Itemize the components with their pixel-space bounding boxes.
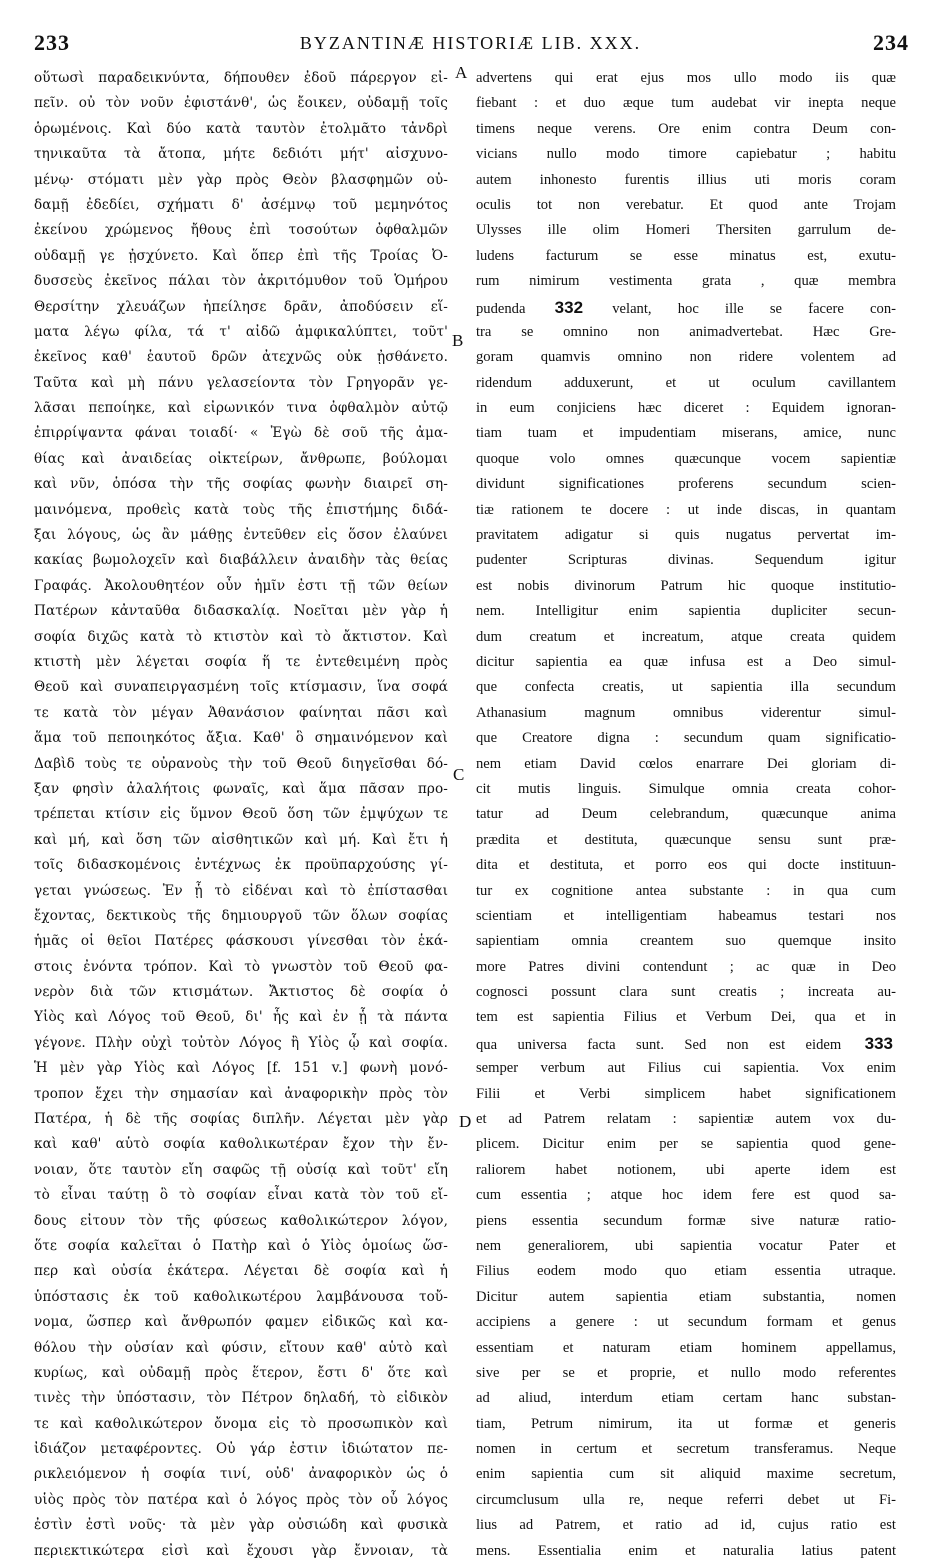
text-line: semper verbum aut Filius cui sapientia. Vox enim (476, 1060, 896, 1077)
text-line: ἅμα τοῦ πεποιηκότος ἄξια. Καθ' ὃ σημαινόμενον καὶ (34, 730, 448, 747)
text-fragment: velant, hoc ille se facere con- (612, 300, 896, 317)
text-line: ὁρωμένοις. Καὶ δύο κατὰ ταυτὸν ἐτολμᾶτο τἀνδρὶ (34, 120, 448, 137)
text-line: ξαι λόγους, ὡς ἂν μάθῃς ἐντεῦθεν εἰς ὅσον ἐλαύνει (34, 527, 448, 544)
text-line: τηνικαῦτα τὰ ἄτοπα, μήτε δεδιότι μήτ' αἰσχυνο- (34, 146, 448, 163)
text-line: Υἱὸς καὶ Λόγος τοῦ Θεοῦ, δι' ἧς καὶ ἐν ᾗ τὰ πάντα (34, 1009, 448, 1026)
text-line: tra se omnino non animadvertebat. Hæc Gre- (476, 323, 896, 340)
text-line: τε καὶ καθολικώτερον ὄνομα εἰς τὸ προσωπικὸν καὶ (34, 1415, 448, 1432)
text-line: more Patres divini contendunt ; ac quæ in Deo (476, 958, 896, 975)
text-line: ad aliud, interdum etiam certam hanc substan- (476, 1390, 896, 1407)
margin-marker-c: C (453, 765, 465, 784)
margin-marker-d: D (459, 1112, 472, 1131)
text-line: tiæ rationem te docere : ut inde discas, in quantam (476, 501, 896, 518)
text-line: pravitatem adigatur si quis nugatus pervertat im- (476, 527, 896, 544)
text-fragment: pudenda (476, 300, 526, 317)
text-line: oculis tot non verebatur. Et quod ante Trojam (476, 196, 896, 213)
text-line: goram quamvis omnino non ridere volentem ad (476, 349, 896, 366)
text-line: μαινόμενα, προθεὶς κατὰ τοὺς τῆς ἐπιστήμης διδά- (34, 501, 448, 518)
text-line: δυσσεὺς ἐκεῖνος πάλαι τὸν ἀκριτόμυθον τοῦ Ὁμήρου (34, 273, 448, 290)
text-line: dita et destituta, et porro eos qui docte instituun- (476, 857, 896, 874)
running-head (30, 30, 911, 60)
text-line: tur ex cognitione antea substante : in qua cum (476, 882, 896, 899)
text-line: τινὲς τὴν ὑπόστασιν, τὸν Πέτρον δηλαδή, τὸ εἰδικὸν (34, 1390, 448, 1407)
text-line: pudenter Scripturas divinas. Sequendum igitur (476, 552, 896, 569)
text-line: tatur ad Deum celebrandum, quæcunque anima (476, 806, 896, 823)
text-line: κυρίως, καὶ οὐδαμῇ πρὸς ἕτερον, ἔστι δ' ὅτε καὶ (34, 1364, 448, 1381)
margin-marker-b: B (452, 331, 464, 350)
text-line: nem generaliorem, ubi sapientia vocatur Pater et (476, 1237, 896, 1254)
text-line: cognosci possunt clara sunt creatis ; increata au- (476, 984, 896, 1001)
latin-text-column (476, 66, 896, 1564)
text-line: nem etiam David cœlos enarrare Dei gloriam di- (476, 755, 896, 772)
text-line: ridendum adduxerunt, et ut oculum cavillantem (476, 374, 896, 391)
text-line: λᾶσαι πεποίηκε, καὶ εἰρωνικόν τινα ὀφθαλμὸν αὐτῷ (34, 400, 448, 417)
text-line: γέγονε. Πλὴν οὐχὶ τοὐτὸν Λόγος ἢ Υἱὸς ᾧ καὶ σοφία. (34, 1034, 448, 1051)
edition-page-marker: 332 (554, 297, 584, 317)
text-line: fiebant : et duo æque tum audebat vir inepta neque (476, 95, 896, 112)
text-line: θίας καὶ ἀναιδείας οἰκτείρων, ἄνθρωπε, βούλομαι (34, 450, 448, 467)
text-line: advertens qui erat ejus mos ullo modo iis quæ (476, 70, 896, 86)
text-line: Ἡ μὲν γὰρ Υἱὸς καὶ Λόγος [f. 151 v.] φωνὴ μονό- (34, 1060, 448, 1077)
text-line: dum creatum et increatum, atque creata quidem (476, 628, 896, 645)
text-fragment: qua universa facta sunt. Sed non est eidem (476, 1036, 842, 1053)
text-line: Θερσίτην χλευάζων ἠπείλησε δρᾶν, ἀποδύσειν εἵ- (34, 298, 448, 315)
text-line: timens neque verens. Ore enim contra Deum con- (476, 120, 896, 137)
text-line: tiam, Petrum nimirum, ita ut formæ et generis (476, 1415, 896, 1432)
text-line: Dicitur autem sapientia etiam substantia, nomen (476, 1288, 896, 1305)
text-line: in eum conjiciens hæc diceret : Equidem ignoran- (476, 400, 896, 417)
text-line: τε κατὰ τὸν μέγαν Ἀθανάσιον φαίνηται πᾶσι καὶ (34, 704, 448, 721)
text-line: Γραφάς. Ἀκολουθητέον οὖν ἡμῖν ἐστι τῇ τῶν θείων (34, 577, 448, 594)
text-line: et ad Patrem relatam : sapientiæ autem vox du- (476, 1111, 896, 1128)
text-line: οὐδαμῇ γε ᾐσχύνετο. Καὶ ὅπερ ἐπὶ τῆς Τροίας Ὀ- (34, 247, 448, 264)
text-line: tem est sapientia Filius et Verbum Dei, qua et in (476, 1009, 896, 1026)
text-line: τροπον ἔχει τὴν σημασίαν καὶ ἀναφορικὴν πρὸς τὸν (34, 1085, 448, 1102)
text-line: ὑπόστασις ἐκ τοῦ καθολικωτέρου λαμβάνουσα τοὔ- (34, 1288, 448, 1305)
text-line: Πατέρα, ἡ δὲ τῆς σοφίας διπλῆν. Λέγεται μὲν γὰρ (34, 1111, 448, 1128)
text-line: nem. Intelligitur enim sapientia dupliciter secun- (476, 603, 896, 620)
text-line: autem inhonesto furentis illius uti moris coram (476, 171, 896, 188)
text-line: περ καὶ οὐσία ἑκάτερα. Λέγεται δὲ σοφία καὶ ἡ (34, 1263, 448, 1280)
text-line: πεῖν. οὐ τὸν νοῦν ἐφιστάνθ', ὡς ἔοικεν, οὐδαμῇ τοῖς (34, 95, 448, 112)
text-line: Πατέρων κἀνταῦθα διδασκαλίᾳ. Νοεῖται μὲν γὰρ ἡ (34, 603, 448, 620)
text-line: ὅτε σοφία καλεῖται ὁ Πατὴρ καὶ ὁ Υἱὸς ὁμοίως ὥσ- (34, 1237, 448, 1254)
text-line: υἱὸς πρὸς τὸν πατέρα καὶ ὁ λόγος πρὸς τὸν οὗ λόγος (34, 1491, 448, 1508)
text-line: piens essentia secundum formæ sive naturæ ratio- (476, 1212, 896, 1229)
page-number-right: 234 (873, 30, 909, 55)
text-line: γεται γνώσεως. Ἐν ᾗ τὸ εἰδέναι καὶ τὸ ἐπίστασθαι (34, 882, 448, 899)
text-line-pudenda (476, 295, 896, 320)
text-line: Δαβὶδ τοὺς τε οὐρανοὺς τὴν τοῦ Θεοῦ διηγεῖσθαι δό- (34, 755, 448, 772)
text-line: scientiam et intelligentiam habeamus testari nos (476, 907, 896, 924)
text-line: raliorem habet notionem, ubi aperte idem est (476, 1161, 896, 1178)
text-line: ρικλειόμενον ἡ σοφία τινί, οὐδ' ἀναφορικὸν ὡς ὁ (34, 1466, 448, 1483)
text-line: σοφία διχῶς κατὰ τὸ κτιστὸν καὶ τὸ ἄκτιστον. Καὶ (34, 628, 448, 645)
text-line: ludens facturum se esse minatus est, exutu- (476, 247, 896, 264)
text-line: vicians nullo modo timore capiebatur ; habitu (476, 146, 896, 163)
text-line: οὕτωσὶ παραδεικνύντα, δήπουθεν ἐδοῦ πάρεργον εἰ- (34, 70, 448, 86)
text-line: plicem. Dicitur enim per se sapientia quod gene- (476, 1136, 896, 1153)
text-line: καὶ νῦν, ὁπόσα τὴν τῆς σοφίας φωνὴν διαιρεῖ ση- (34, 476, 448, 493)
text-line: καὶ καθ' αὑτὸ σοφία καθολικωτέραν ἔχον τὴν ἔν- (34, 1136, 448, 1153)
text-line: quoque volo omnes quæcunque vocem sapientiæ (476, 450, 896, 467)
text-line: ἐκείνου χρώμενος ἤθους ἐπὶ τοσούτων ὀφθαλμῶν (34, 222, 448, 239)
text-line: δους εἰτουν τὸν τῆς φύσεως καθολικώτερον λόγον, (34, 1212, 448, 1229)
text-line: sive per se et proprie, et nullo modo referentes (476, 1364, 896, 1381)
text-line: νοιαν, ὅτε ταυτὸν εἴη σαφῶς τῇ οὐσίᾳ καὶ τοῦτ' εἴη (34, 1161, 448, 1178)
text-line: Θεοῦ καὶ συναπειργασμένη τοῖς κτίσμασιν, ἵνα σοφά (34, 679, 448, 696)
text-line: nomen in certum et secretum transferamus. Neque (476, 1441, 896, 1458)
text-line: ἔχοντας, δεκτικοὺς τῆς δημιουργοῦ τῶν ὅλων σοφίας (34, 907, 448, 924)
text-line: cum essentia ; atque hoc idem fere est quod sa- (476, 1187, 896, 1204)
text-line: lius ad Patrem, et ratio ad id, cujus ratio est (476, 1517, 896, 1534)
text-line: θόλου τὴν οὐσίαν καὶ φύσιν, εἴτουν καθ' αὑτὸ καὶ (34, 1339, 448, 1356)
text-line-semper (476, 1031, 896, 1056)
text-line: que confecta creatis, ut sapientia illa secundum (476, 679, 896, 696)
text-line: ἐκεῖνος καθ' ἑαυτοῦ δρῶν ἀτεχνῶς οὐκ ᾐσθάνετο. (34, 349, 448, 366)
text-line: νερὸν διὰ τῶν κτισμάτων. Ἄκτιστος δὲ σοφία ὁ (34, 984, 448, 1001)
text-line: δαμῇ ἐδεδίει, σχήματι δ' ἀσέμνῳ τοῦ μεμηνότος (34, 196, 448, 213)
greek-text-column (34, 66, 448, 1564)
text-line: ἐπιρρίψαντα φάναι τοιαδί· « Ἐγὼ δὲ σοῦ τῆς ἀμα- (34, 425, 448, 442)
text-line: Ταῦτα καὶ μὴ πάνυ γελασείοντα τὸν Γρηγορᾶν γε- (34, 374, 448, 391)
text-line: κακίας βωμολοχεῖν καὶ διαβάλλειν ἀναιδὴν τὰς θείας (34, 552, 448, 569)
text-line: que Creatore digna : secundum quam significatio- (476, 730, 896, 747)
text-line: Athanasium magnum omnibus viderentur simul- (476, 704, 896, 721)
text-line: enim sapientia cum sit aliquid maxime secretum, (476, 1466, 896, 1483)
text-line: ξαν φησὶν ἀλαλήτοις φωναῖς, καὶ ἅμα πᾶσαν προ- (34, 780, 448, 797)
text-line: Filius eodem modo quo etiam essentia utraque. (476, 1263, 896, 1280)
text-line: dividunt significationes proferens secundum scien- (476, 476, 896, 493)
text-line: τρέπεται κτίσιν εἰς ὕμνον Θεοῦ ὅση τῶν ἐμψύχων τε (34, 806, 448, 823)
text-line: accipiens a genere : ut secundum formam et genus (476, 1314, 896, 1331)
margin-marker-a: A (455, 63, 468, 82)
edition-page-marker: 333 (864, 1033, 893, 1053)
text-line: ἐστὶν ἐστὶ νοῦς· τὰ μὲν γὰρ οὐσιώδη καὶ φυσικὰ (34, 1517, 448, 1534)
text-line: κτιστὴ μὲν λέγεται σοφία ἥ τε ἐντεθειμένη πρὸς (34, 653, 448, 670)
text-line: rum nimirum vestimenta grata , quæ membra (476, 273, 896, 290)
text-line: circumclusum ulla re, neque referri debet ut Fi- (476, 1491, 896, 1508)
text-line: prædita et destituta, quæcunque sensu sunt præ- (476, 831, 896, 848)
text-line: est nobis divinorum Patrum hic quoque institutio- (476, 577, 896, 594)
page-number-left: 233 (34, 30, 70, 55)
text-line: στοις ἐνόντα τρόπον. Καὶ τὸ γνωστὸν τοῦ Θεοῦ φα- (34, 958, 448, 975)
text-line: tiam tuam et impudentiam miserans, amice, nunc (476, 425, 896, 442)
text-line: περιεκτικώτερα εἰσὶ καὶ ἔχουσι γὰρ ἔννοιαν, τὰ (34, 1542, 448, 1559)
running-title: BYZANTINÆ HISTORIÆ LIB. XXX. (299, 33, 642, 53)
text-line: cit mutis linguis. Simulque omnia creata cohor- (476, 780, 896, 797)
text-line: ματα λέγω φίλα, τά τ' αἰδῶ ἀμφικαλύπτει, τοῦτ' (34, 323, 448, 340)
text-line: essentiam et naturam etiam hominem appellamus, (476, 1339, 896, 1356)
text-line: Filii et Verbi simplicem habet significationem (476, 1085, 896, 1102)
text-line: ἰδιάζον μεταφέροντες. Οὐ γάρ ἐστιν ἰδιώτατον πε- (34, 1441, 448, 1458)
text-line: τὸ εἶναι ταύτῃ ὃ τὸ σοφίαν εἶναι κατὰ τὸν τοῦ εἴ- (34, 1187, 448, 1204)
text-line: νομα, ὥσπερ καὶ ἄνθρωπόν φαμεν εἰδικῶς καὶ κα- (34, 1314, 448, 1331)
text-line: Ulysses ille olim Homeri Thersiten garrulum de- (476, 222, 896, 239)
text-line: ἡμᾶς οἱ θεῖοι Πατέρες φάσκουσι γίνεσθαι τὸν ἑκά- (34, 933, 448, 950)
text-line: sapientiam omnia creantem suo quemque insito (476, 933, 896, 950)
text-line: τοῖς διδασκομένοις ἐντέχνως ἐκ προϋπαρχούσης γί- (34, 857, 448, 874)
text-line: μένῳ· στόματι μὲν γὰρ πρὸς Θεὸν βλασφημῶν οὐ- (34, 171, 448, 188)
text-line: dicitur sapientia ea quæ infusa est a Deo simul- (476, 653, 896, 670)
text-line: καὶ μή, καὶ ὅση τῶν αἰσθητικῶν καὶ μή. Καὶ ἔτι ἡ (34, 831, 448, 848)
text-line: mens. Essentialia enim et naturalia latius patent (476, 1542, 896, 1559)
